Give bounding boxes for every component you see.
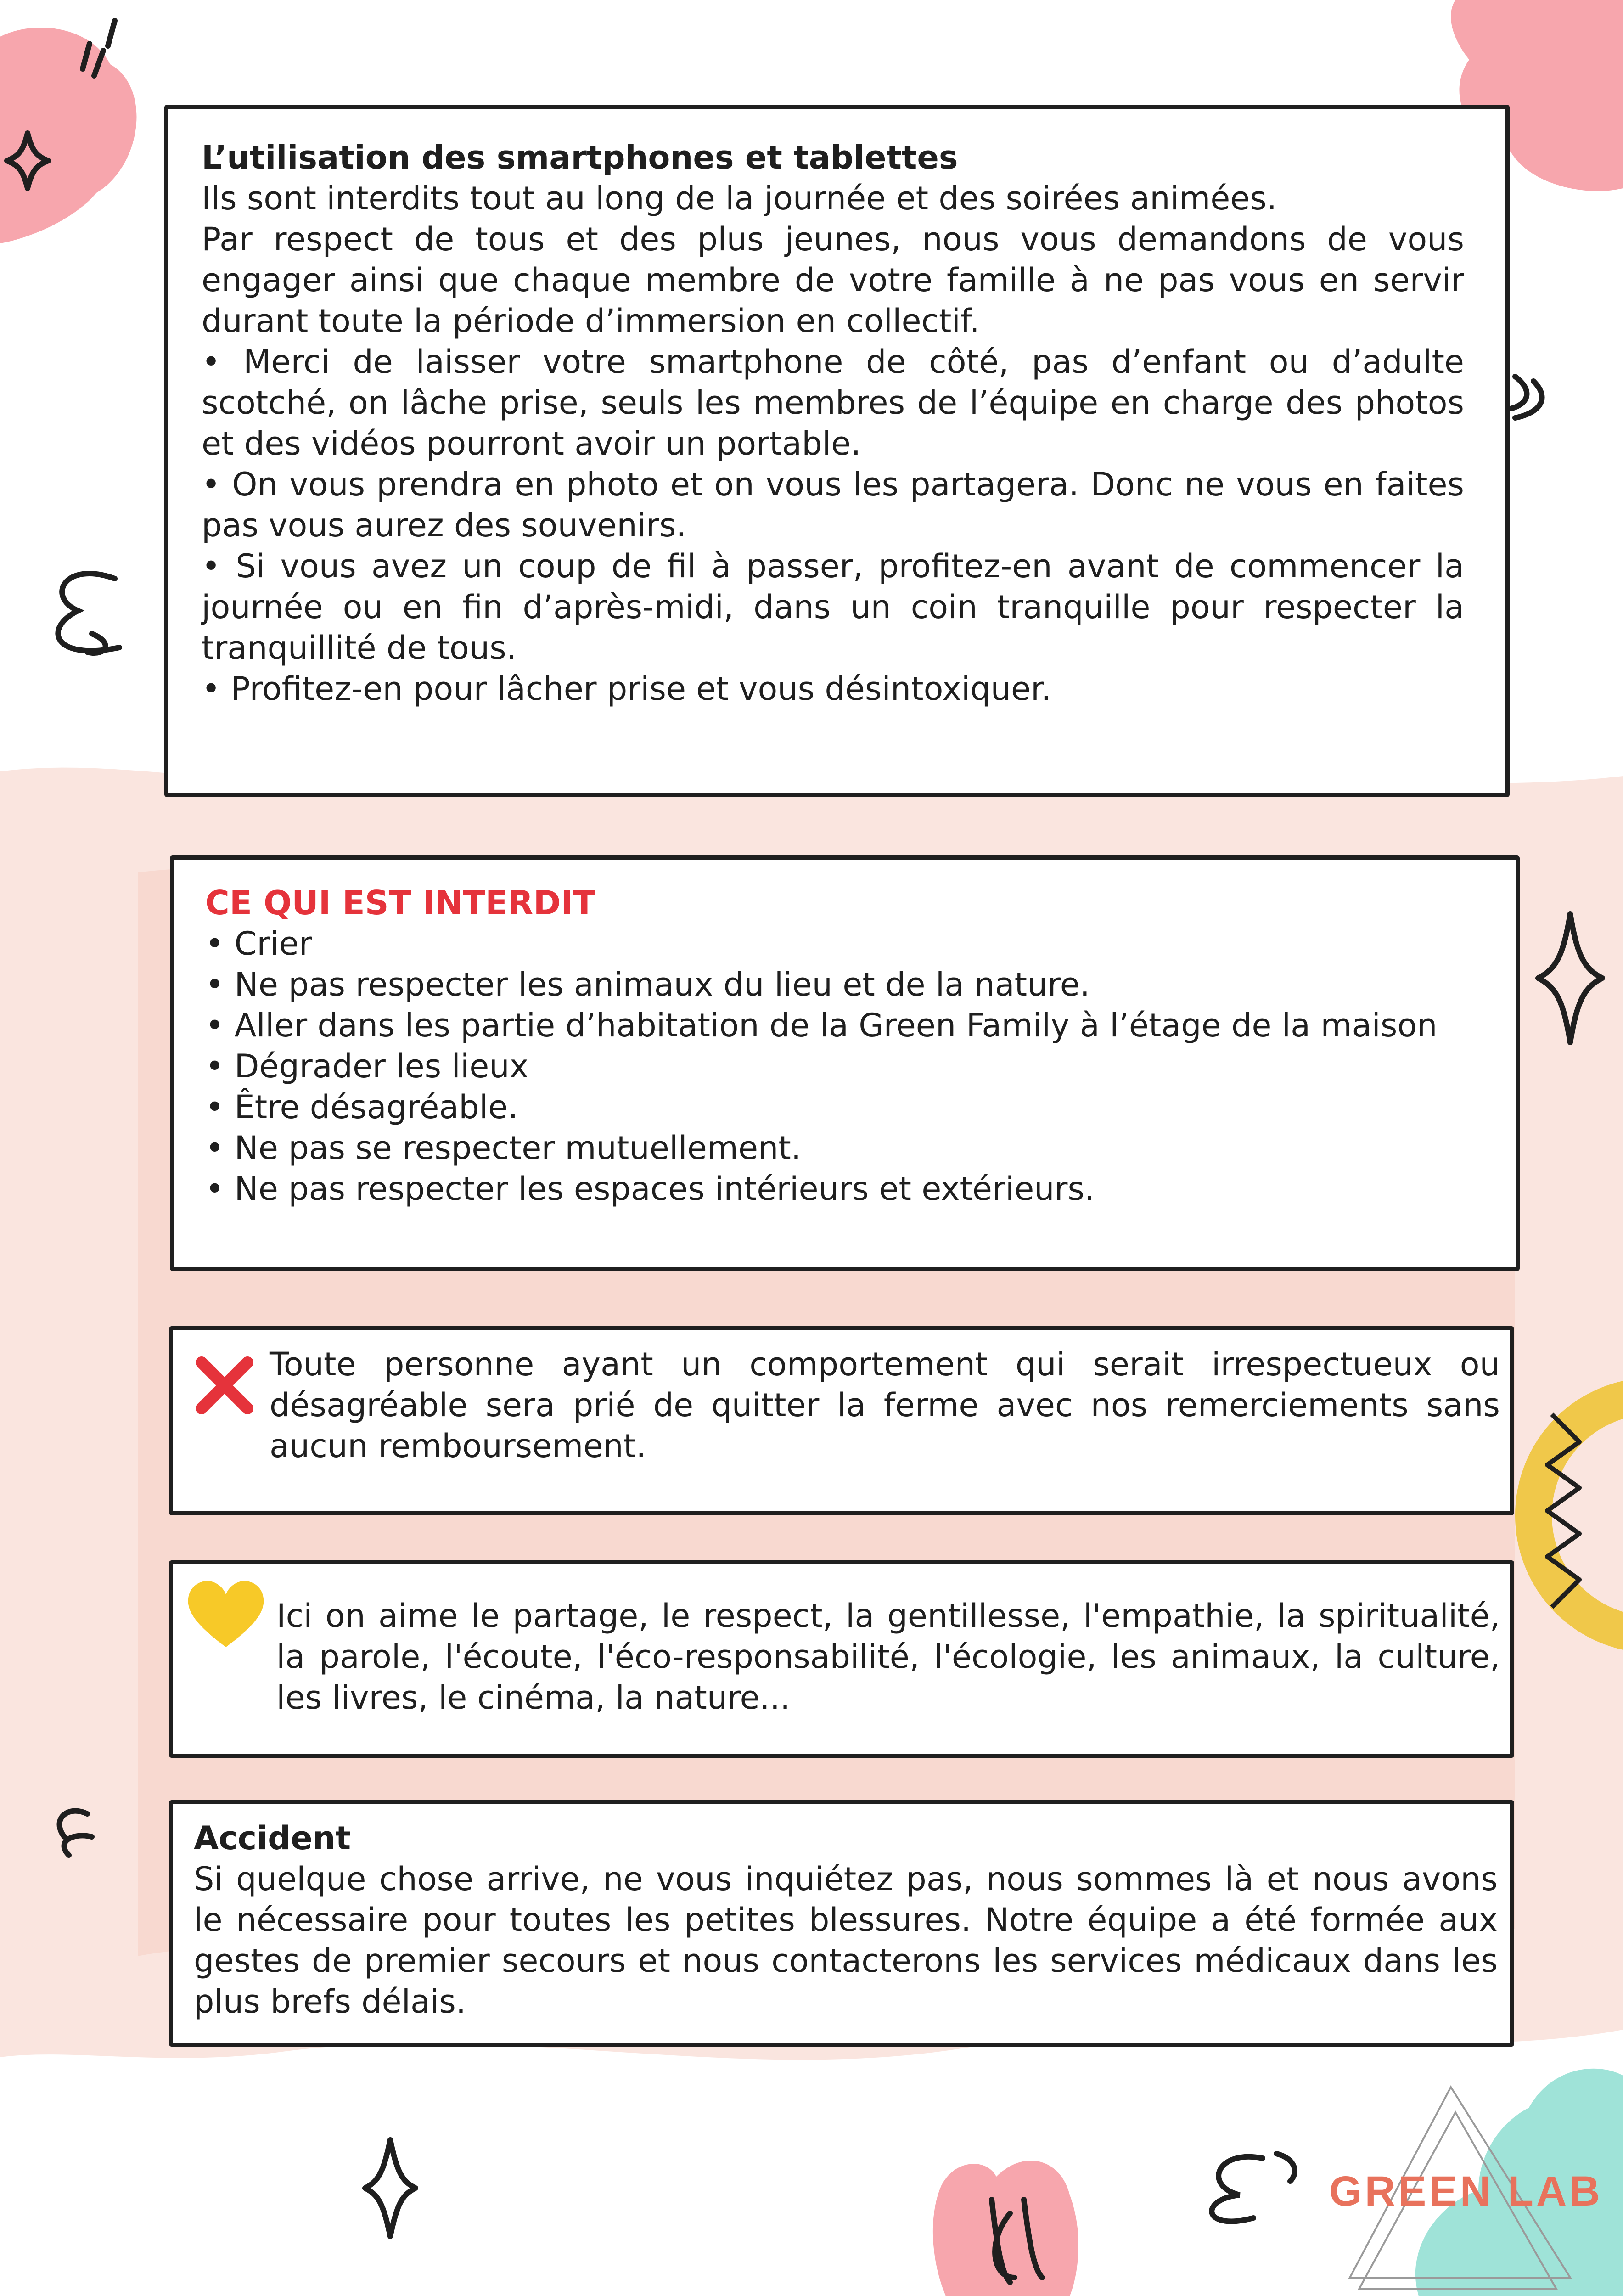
- interdit-item: • Dégrader les lieux: [205, 1047, 529, 1085]
- values-text: Ici on aime le partage, le respect, la gentillesse, l'empathie, la spiritualité, la parole, l'écoute, l'éco-responsabilité, l'écologie, les animaux, la culture, les livres, le cinéma, la nature...: [276, 1597, 1500, 1716]
- accident-section: [169, 1800, 1514, 2047]
- interdit-item: • Être désagréable.: [205, 1088, 518, 1126]
- warning-text: Toute personne ayant un comportement qui serait irrespectueux ou désagréable sera prié de quitter la ferme avec nos remerciements sans aucun remboursement.: [270, 1345, 1500, 1465]
- interdit-item: • Ne pas se respecter mutuellement.: [205, 1129, 802, 1167]
- values-section: [169, 1560, 1514, 1758]
- accident-heading: Accident: [194, 1819, 351, 1857]
- heart-icon: [185, 1578, 267, 1652]
- smartphones-intro: Ils sont interdits tout au long de la journée et des soirées animées.: [202, 180, 1277, 217]
- interdit-section: [170, 855, 1520, 1271]
- smartphones-heading: L’utilisation des smartphones et tablettes: [202, 139, 958, 176]
- interdit-item: • Aller dans les partie d’habitation de la Green Family à l’étage de la maison: [205, 1007, 1438, 1044]
- interdit-item: • Ne pas respecter les animaux du lieu et de la nature.: [205, 966, 1090, 1003]
- brand-logo-text: GREEN LAB: [1329, 2168, 1603, 2215]
- accident-text: Si quelque chose arrive, ne vous inquiétez pas, nous sommes là et nous avons le nécessaire pour toutes les petites blessures. Notre équipe a été formée aux gestes de premier secours et nous contacterons les services médicaux dans les plus brefs délais.: [194, 1860, 1498, 2020]
- smartphones-section: [164, 105, 1510, 797]
- interdit-title: CE QUI EST INTERDIT: [205, 884, 596, 922]
- smartphones-paragraph: Par respect de tous et des plus jeunes, nous vous demandons de vous engager ainsi que chaque membre de votre famille à ne pas vous en servir durant toute la période d’immersion en collectif.: [202, 220, 1464, 340]
- pink-blob-top-left: [0, 28, 136, 243]
- interdit-item: • Ne pas respecter les espaces intérieurs et extérieurs.: [205, 1170, 1095, 1208]
- warning-section: [169, 1326, 1514, 1515]
- cross-icon: [192, 1353, 257, 1418]
- smartphones-bullet-3: • Si vous avez un coup de fil à passer, profitez-en avant de commencer la journée ou en fin d’après-midi, dans un coin tranquille pour respecter la tranquillité de tous.: [202, 547, 1464, 667]
- interdit-item: • Crier: [205, 925, 312, 962]
- smartphones-bullet-2: • On vous prendra en photo et on vous les partagera. Donc ne vous en faites pas vous aurez des souvenirs.: [202, 466, 1464, 544]
- smartphones-bullet-4: • Profitez-en pour lâcher prise et vous désintoxiquer.: [202, 670, 1051, 708]
- smartphones-bullet-1: • Merci de laisser votre smartphone de côté, pas d’enfant ou d’adulte scotché, on lâche prise, seuls les membres de l’équipe en charge des photos et des vidéos pourront avoir un portable.: [202, 343, 1464, 462]
